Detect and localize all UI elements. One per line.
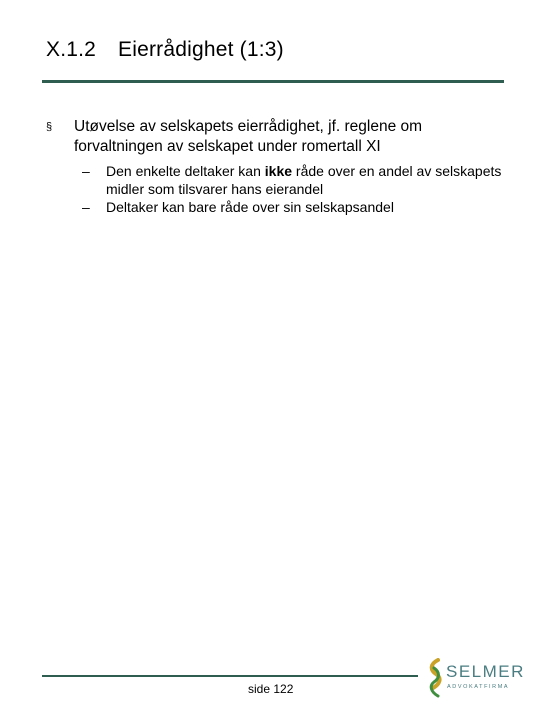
section-bullet-marker: §	[46, 121, 53, 133]
sub-bullet-text-end: råde over en andel av selskapets midler som tilsvarer hans eierandel	[106, 163, 502, 197]
selmer-emblem-icon	[426, 658, 446, 698]
sub-bullet-item	[82, 199, 502, 217]
selmer-logo	[426, 656, 525, 698]
title-divider	[42, 80, 504, 83]
sub-bullet-item	[82, 163, 502, 198]
logo-tagline: ADVOKATFIRMA	[447, 684, 510, 690]
main-bullet	[46, 117, 496, 157]
sub-bullet-text-start: Den enkelte deltaker kan	[106, 163, 265, 179]
sub-bullet-list	[82, 163, 502, 218]
dash-marker: –	[82, 163, 90, 179]
footer-divider	[42, 675, 418, 677]
title-text: Eierrådighet (1:3)	[118, 38, 284, 61]
logo-wordmark: SELMER	[446, 662, 525, 681]
page-title	[46, 38, 284, 62]
sub-bullet-text: Deltaker kan bare råde over sin selskapsandel	[106, 199, 394, 215]
dash-marker: –	[82, 199, 90, 215]
title-number: X.1.2	[46, 38, 97, 61]
sub-bullet-emphasis: ikke	[264, 163, 293, 179]
main-bullet-text: Utøvelse av selskapets eierrådighet, jf. reglene om forvaltningen av selskapet under romertall XI	[74, 118, 423, 155]
page-number: side 122	[248, 682, 294, 696]
